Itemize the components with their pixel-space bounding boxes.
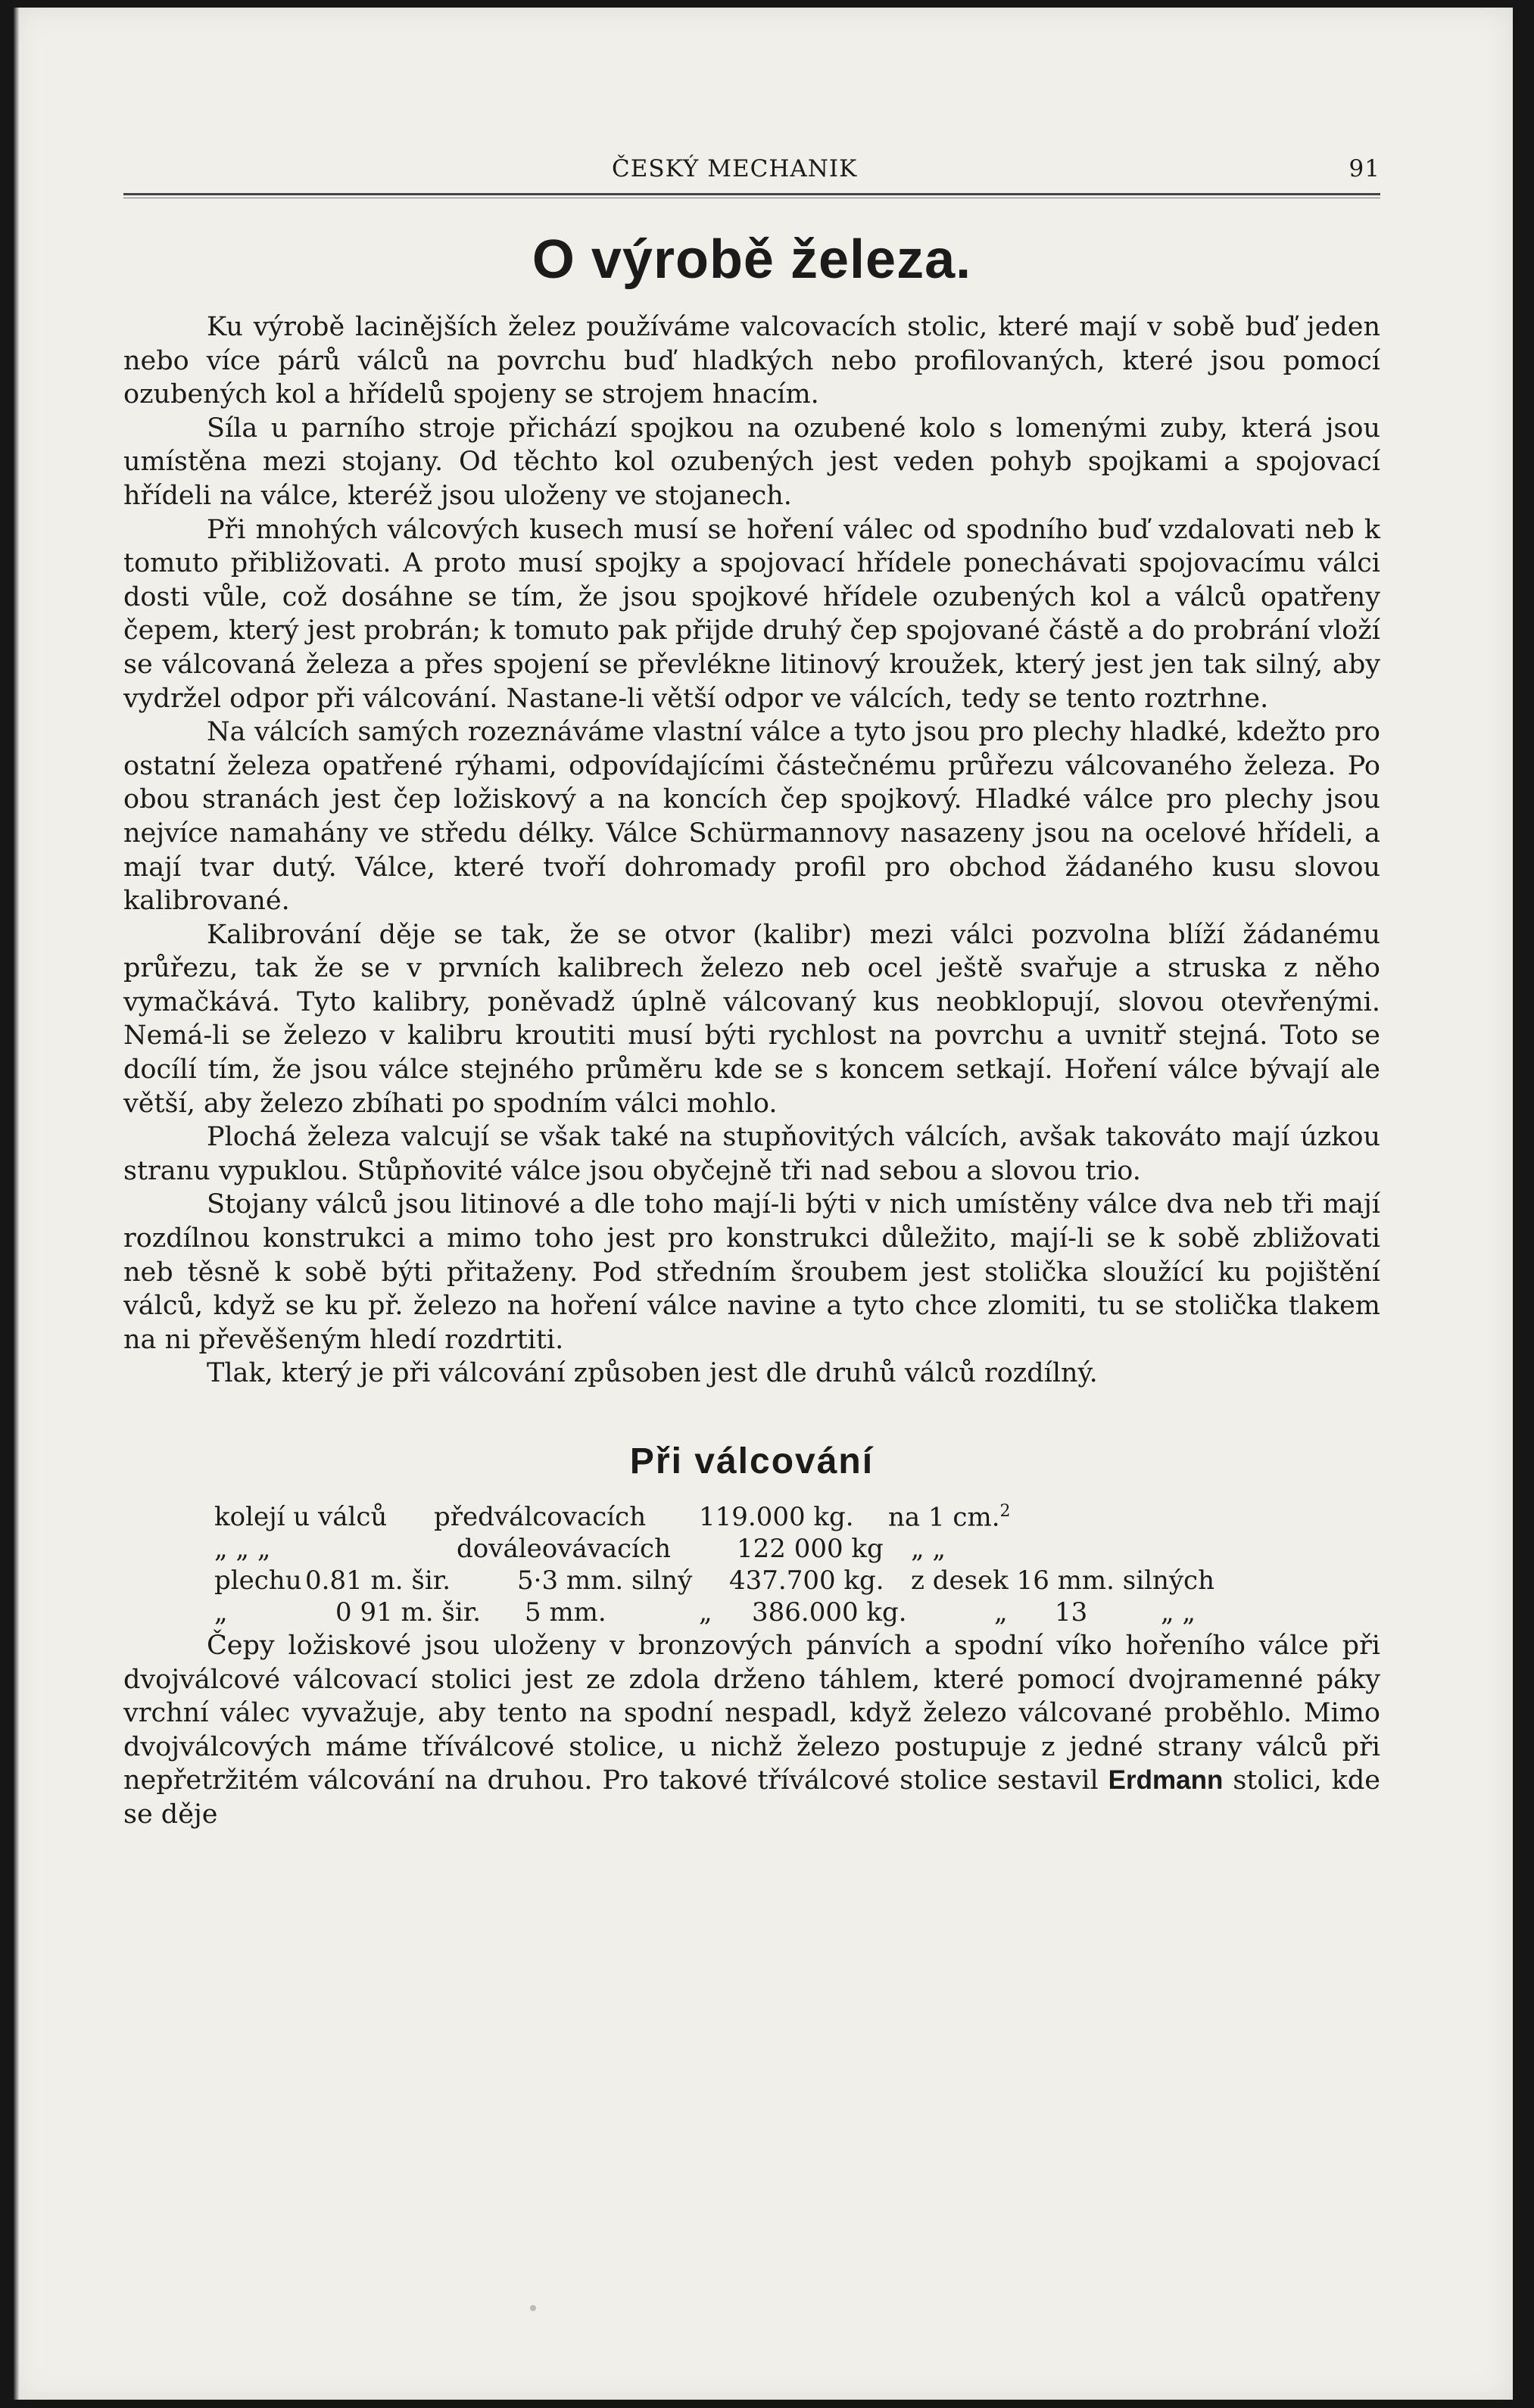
paragraph-text: Čepy ložiskové jsou uloženy v bronzových pánvích a spodní víko hořeního válce při dvojválcové válcovací stolici jest ze zdola drženo táhlem, které pomocí dvojramenné páky vrchní válec vyvažuje, aby tento na spodní nespadl, když železo válcované proběhlo. Mimo dvojválcových máme tříválcové stolice, u nichž železo postupuje z jedné strany válců při nepřetržitém válcování na druhou. Pro takové tříválcové stolice sestavil	[123, 1631, 1380, 1796]
row-value: 386.000 kg.	[752, 1597, 907, 1628]
row-label: kolejí u válců	[214, 1502, 388, 1532]
row-label: plechu	[214, 1565, 302, 1596]
row-ditto: „ „ „	[214, 1534, 271, 1564]
page-number: 91	[1348, 155, 1380, 182]
page-header	[123, 155, 1380, 188]
list-row	[123, 1502, 1380, 1534]
running-title: ČESKÝ MECHANIK	[612, 155, 858, 182]
row-per-text: na 1 cm.	[888, 1502, 1000, 1533]
paragraph: Ku výrobě lacinějších želez používáme valcovacích stolic, které mají v sobě buď jeden nebo více párů válců na povrchu buď hladkých nebo profilovaných, které jsou pomocí ozubených kol a hřídelů spojeny se strojem hnacím.	[123, 312, 1380, 410]
person-name: Erdmann	[1108, 1765, 1224, 1796]
closing-paragraph	[123, 1629, 1380, 1832]
paragraph: Kalibrování děje se tak, že se otvor (kalibr) mezi válci pozvolna blíží žádanému průřezu, tak že se v prvních kalibrech železo neb ocel ještě svařuje a struska z něho vymačkává. Tyto kalibry, poněvadž úplně válcovaný kus neobklopují, slovou otevřenými. Nemá-li se železo v kalibru kroutiti musí býti rychlost na povrchu a uvnitř stejná. Toto se docílí tím, že jsou válce stejného průměru kde se s koncem setkají. Hoření válce bývají ale větší, aby železo zbíhati po spodním válci mohlo.	[123, 919, 1380, 1119]
page-edge-shadow	[14, 8, 20, 2400]
paragraph: Tlak, který je při válcování způsoben jest dle druhů válců rozdílný.	[207, 1358, 1098, 1389]
row-slab-number: 13	[1055, 1597, 1088, 1628]
row-mill: dováleovávacích	[457, 1534, 671, 1564]
row-mill: předválcovacích	[434, 1502, 647, 1532]
rolling-pressure-list	[123, 1502, 1380, 1629]
list-row	[123, 1534, 1380, 1565]
row-thickness: 5 mm.	[525, 1597, 606, 1628]
paragraph: Při mnohých válcových kusech musí se hoření válec od spodního buď vzdalovati neb k tomuto přibližovati. A proto musí spojky a spojovací hřídele ponechávati spojovacímu válci dosti vůle, což dosáhne se tím, že jsou spojkové hřídele ozubených kol a válců opatřeny čepem, který jest probrán; k tomuto pak přijde druhý čep spojované částě a do probrání vloží se válcovaná železa a přes spojení se převlékne litinový kroužek, který jest jen tak silný, aby vydržel odpor při válcování. Nastane-li větší odpor ve válcích, tedy se tento roztrhne.	[123, 514, 1380, 714]
row-thickness: 5·3 mm. silný	[517, 1565, 693, 1596]
header-rule	[123, 193, 1380, 195]
row-per	[888, 1502, 1011, 1532]
row-value: 119.000 kg.	[699, 1502, 854, 1532]
row-per: „ „	[911, 1534, 946, 1564]
page-content	[123, 155, 1380, 1832]
paragraph: Stojany válců jsou litinové a dle toho mají-li býti v nich umístěny válce dva neb tři mají rozdílnou konstrukci a mimo toho jest pro konstrukci důležito, mají-li se k sobě zbližovati neb těsně k sobě býti přitaženy. Pod středním šroubem jest stolička sloužící ku pojištění válců, když se ku př. železo na hoření válce navine a tyto chce zlomiti, tu se stolička tlakem na ni převěšeným hledí rozdrtiti.	[123, 1189, 1380, 1355]
row-width: 0.81 m. šir.	[305, 1565, 451, 1596]
row-slab: z desek 16 mm. silných	[911, 1565, 1214, 1596]
row-value: 122 000 kg	[737, 1534, 884, 1564]
paragraph: Plochá železa valcují se však také na stupňovitých válcích, avšak takováto mají úzkou stranu vypuklou. Stůpňovité válce jsou obyčejně tři nad sebou a slovou trio.	[123, 1122, 1380, 1186]
row-ditto: „	[214, 1597, 228, 1628]
paragraph	[123, 1629, 1380, 1832]
row-value: 437.700 kg.	[729, 1565, 884, 1596]
article-title: O výrobě železa.	[532, 229, 972, 290]
paragraph: Síla u parního stroje přichází spojkou na ozubené kolo s lomenými zuby, která jsou umístěna mezi stojany. Od těchto kol ozubených jest veden pohyb spojkami a spojovací hřídeli na válce, kteréž jsou uloženy ve stojanech.	[123, 413, 1380, 511]
row-ditto-mark: „	[699, 1597, 712, 1628]
row-slab-mark: „	[994, 1597, 1008, 1628]
paragraph-text-end: stolici, kde se děje	[123, 1765, 1380, 1830]
section-heading: Při válcování	[629, 1441, 875, 1481]
list-row	[123, 1597, 1380, 1629]
list-row	[123, 1565, 1380, 1597]
row-slab-end: „ „	[1161, 1597, 1196, 1628]
print-speck	[530, 2305, 536, 2311]
row-per-exponent: 2	[999, 1502, 1011, 1521]
paragraph: Na válcích samých rozeznáváme vlastní válce a tyto jsou pro plechy hladké, kdežto pro ostatní železa opatřené rýhami, odpovídajícími částečnému průřezu válcovaného železa. Po obou stranách jest čep ložiskový a na koncích čep spojkový. Hladké válce pro plechy jsou nejvíce namahány ve středu délky. Válce Schürmannovy nasazeny jsou na ocelové hřídeli, a mají tvar dutý. Válce, které tvoří dohromady profil pro obchod žádaného kusu slovou kalibrované.	[123, 717, 1380, 917]
row-width: 0 91 m. šir.	[335, 1597, 482, 1628]
article-body	[123, 310, 1380, 1391]
